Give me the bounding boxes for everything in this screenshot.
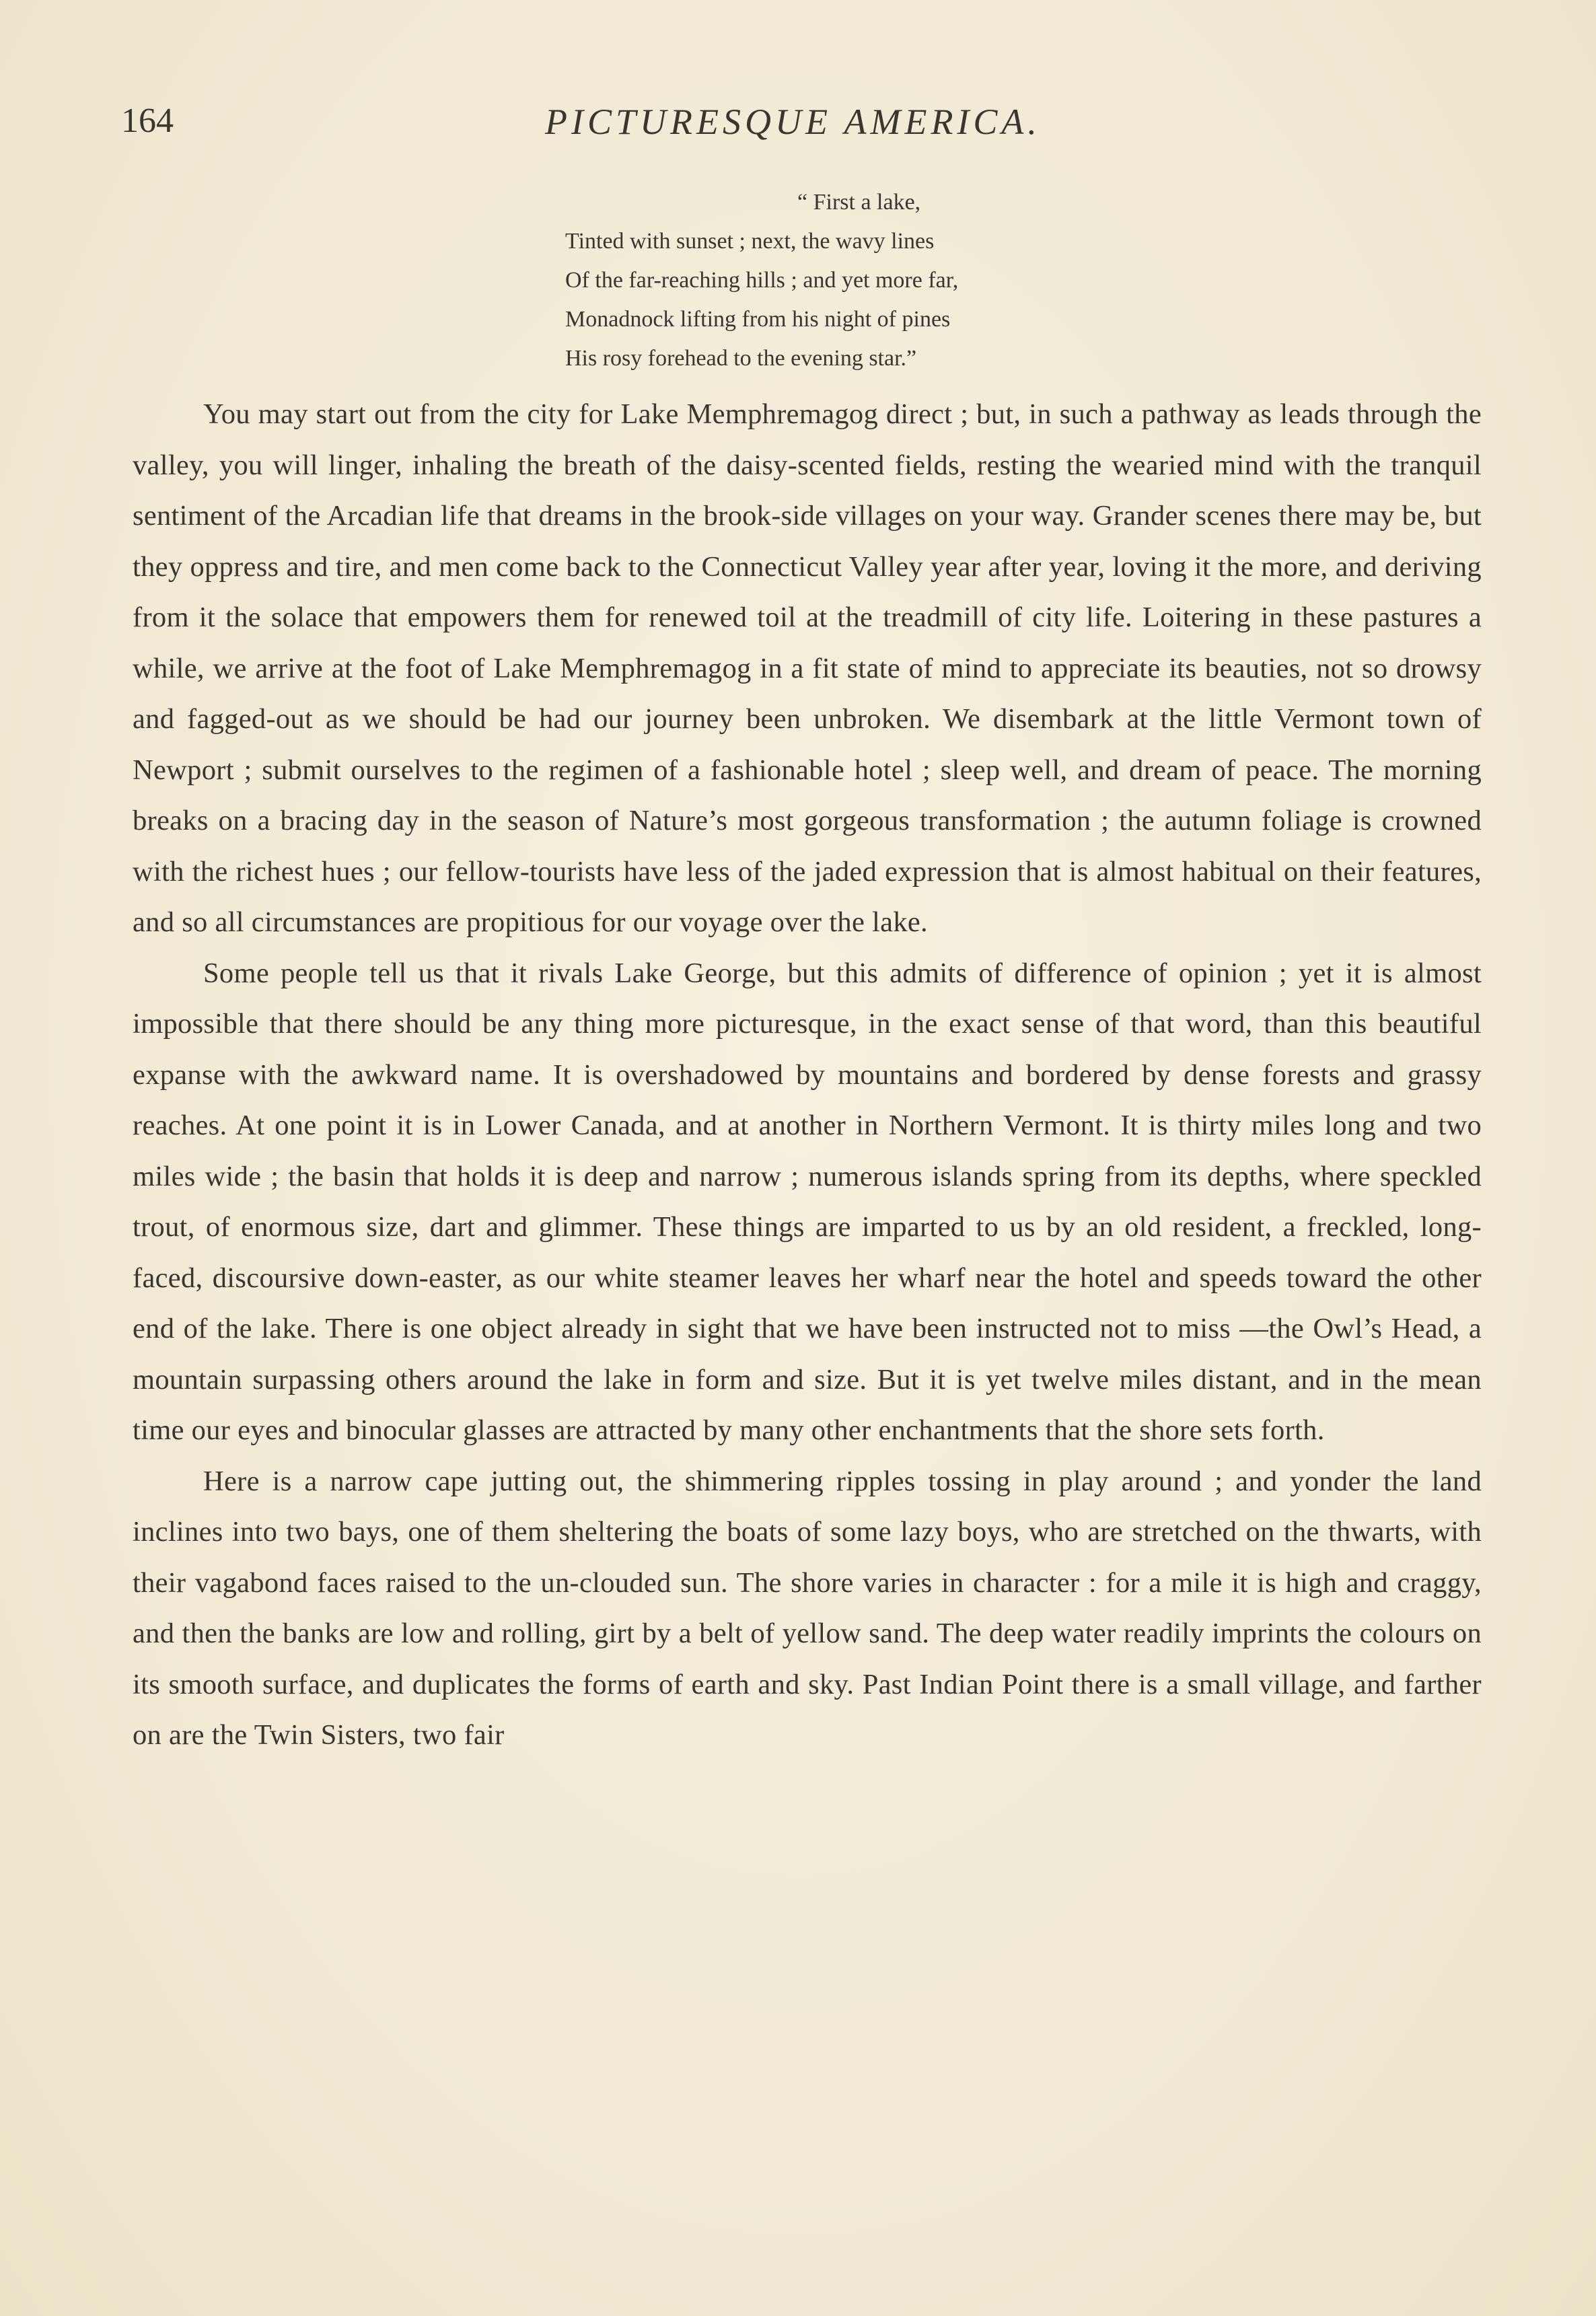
running-title: PICTURESQUE AMERICA. [545, 102, 1041, 142]
epigraph-line: Of the far-reaching hills ; and yet more far, [565, 268, 959, 293]
epigraph-line: “ First a lake, [797, 190, 921, 215]
body-text [133, 389, 1482, 1761]
paragraph: You may start out from the city for Lake Memphremagog direct ; but, in such a pathway as leads through the valley, you will linger, inhaling the breath of the daisy-scented fields, resting the wearied mind with the tranquil sentiment of the Arcadian life that dreams in the brook-side villages on your way. Grander scenes there may be, but they oppress and tire, and men come back to the Connecticut Valley year after year, loving it the more, and deriving from it the solace that empowers them for renewed toil at the treadmill of city life. Loitering in these pastures a while, we arrive at the foot of Lake Memphremagog in a fit state of mind to appreciate its beauties, not so drowsy and fagged-out as we should be had our journey been unbroken. We disembark at the little Vermont town of Newport ; submit ourselves to the regimen of a fashionable hotel ; sleep well, and dream of peace. The morning breaks on a bracing day in the season of Nature’s most gorgeous transformation ; the autumn foliage is crowned with the richest hues ; our fellow-tourists have less of the jaded expression that is almost habitual on their features, and so all circumstances are propitious for our voyage over the lake. [133, 398, 1482, 938]
epigraph-line: Monadnock lifting from his night of pines [565, 307, 951, 332]
epigraph-poem [565, 183, 1171, 378]
page-number: 164 [121, 102, 174, 140]
page-header [121, 101, 1500, 155]
epigraph-line: Tinted with sunset ; next, the wavy lines [565, 229, 935, 254]
epigraph-line: His rosy forehead to the evening star.” [565, 346, 917, 371]
paragraph: Here is a narrow cape jutting out, the shimmering ripples tossing in play around ; and yonder the land inclines into two bays, one of them sheltering the boats of some lazy boys, who are stretched on the thwarts, with their vagabond faces raised to the un-clouded sun. The shore varies in character : for a mile it is high and craggy, and then the banks are low and rolling, girt by a belt of yellow sand. The deep water readily imprints the colours on its smooth surface, and duplicates the forms of earth and sky. Past Indian Point there is a small village, and farther on are the Twin Sisters, two fair [133, 1465, 1482, 1751]
paragraph: Some people tell us that it rivals Lake George, but this admits of difference of opinion ; yet it is almost impossible that there should be any thing more picturesque, in the exact sense of that word, than this beautiful expanse with the awkward name. It is overshadowed by mountains and bordered by dense forests and grassy reaches. At one point it is in Lower Canada, and at another in Northern Vermont. It is thirty miles long and two miles wide ; the basin that holds it is deep and narrow ; numerous islands spring from its depths, where speckled trout, of enormous size, dart and glimmer. These things are imparted to us by an old resident, a freckled, long-faced, discoursive down-easter, as our white steamer leaves her wharf near the hotel and speeds toward the other end of the lake. There is one object already in sight that we have been instructed not to miss —the Owl’s Head, a mountain surpassing others around the lake in form and size. But it is yet twelve miles distant, and in the mean time our eyes and binocular glasses are attracted by many other enchantments that the shore sets forth. [133, 957, 1482, 1446]
